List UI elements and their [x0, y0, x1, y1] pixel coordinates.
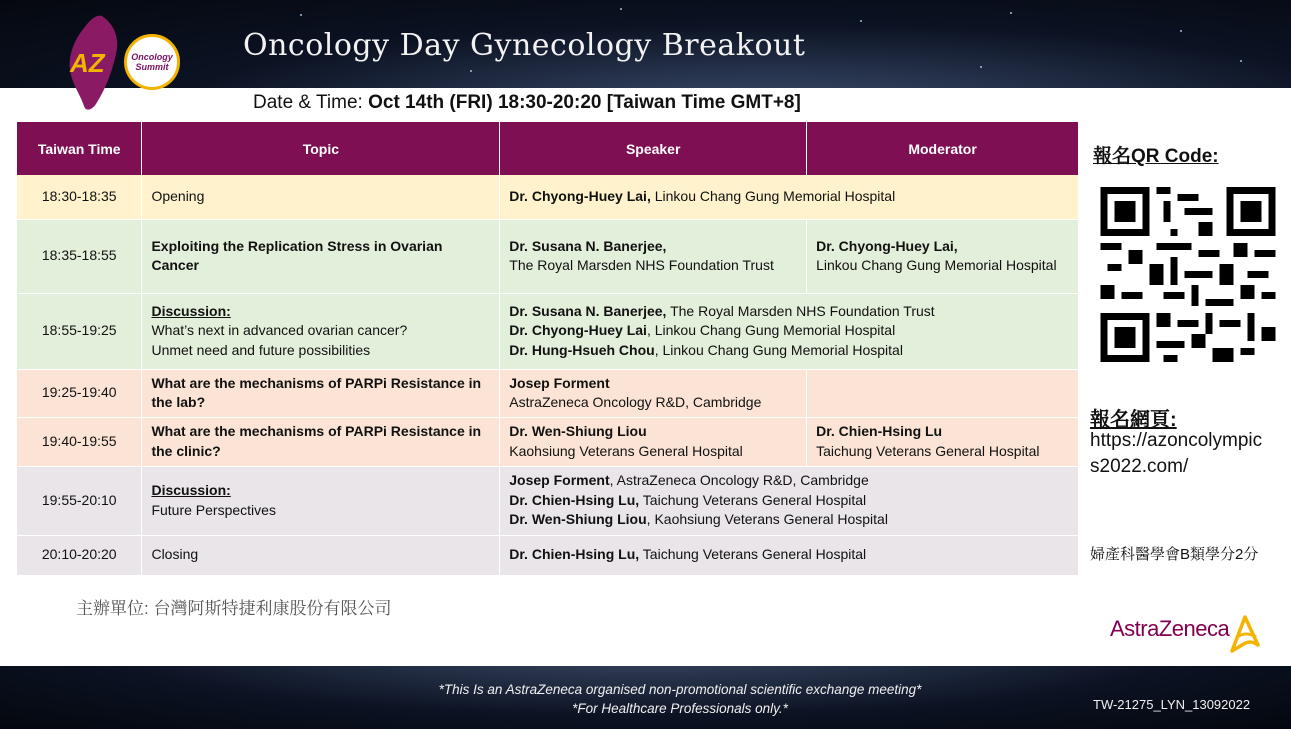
page-title: Oncology Day Gynecology Breakout: [243, 28, 806, 63]
row-speaker: [500, 175, 1079, 219]
astrazeneca-mark-icon: [1228, 615, 1262, 653]
star-decoration: [470, 70, 472, 72]
speaker-affiliation: The Royal Marsden NHS Foundation Trust: [509, 257, 774, 273]
speaker-line: [509, 510, 1069, 530]
qr-code-icon[interactable]: [1090, 187, 1286, 362]
speaker-affiliation: , AstraZeneca Oncology R&D, Cambridge: [609, 472, 869, 489]
oncology-summit-logo: [52, 10, 180, 114]
row-time: 18:55-19:25: [17, 293, 142, 369]
date-time-label: Date & Time:: [253, 92, 369, 113]
document-code: TW-21275_LYN_13092022: [1093, 697, 1251, 712]
speaker-affiliation: Taichung Veterans General Hospital: [639, 546, 867, 563]
speaker-name: Dr. Chien-Hsing Lu,: [509, 491, 640, 508]
row-topic: What are the mechanisms of PARPi Resistance in the clinic?: [142, 417, 500, 466]
speaker-line: [509, 321, 1069, 341]
row-speaker: [500, 466, 1079, 535]
row-speaker: [500, 219, 807, 293]
row-speaker: [500, 293, 1079, 369]
row-moderator: [807, 219, 1079, 293]
table-row: [17, 293, 1079, 369]
moderator-name: Dr. Chyong-Huey Lai,: [816, 237, 958, 254]
header-time: Taiwan Time: [17, 122, 142, 175]
logo-az-text: AZ: [70, 48, 105, 78]
moderator-name: Dr. Chien-Hsing Lu: [816, 423, 943, 439]
row-speaker: [500, 535, 1079, 575]
speaker-line: [509, 302, 1069, 322]
table-row: [17, 466, 1079, 535]
row-topic: What are the mechanisms of PARPi Resistance in the lab?: [142, 369, 500, 417]
top-banner: [0, 0, 1291, 88]
speaker-line: [509, 491, 1069, 511]
header-topic: Topic: [142, 122, 500, 175]
row-time: 18:35-18:55: [17, 219, 142, 293]
footer-audience-note: *For Healthcare Professionals only.*: [572, 701, 788, 716]
topic-line: Future Perspectives: [151, 501, 276, 518]
speaker-name: Dr. Wen-Shiung Liou: [509, 423, 647, 439]
star-decoration: [1180, 30, 1182, 32]
speaker-affiliation: , Linkou Chang Gung Memorial Hospital: [654, 341, 903, 358]
header-speaker: Speaker: [500, 122, 807, 175]
speaker-line: [509, 341, 1069, 361]
star-decoration: [980, 66, 982, 68]
speaker-name: Dr. Wen-Shiung Liou: [509, 511, 647, 528]
speaker-name: Dr. Chyong-Huey Lai,: [509, 188, 651, 204]
topic-line: What’s next in advanced ovarian cancer?: [151, 322, 408, 339]
footer-banner: [0, 666, 1291, 729]
footer-disclaimer: *This Is an AstraZeneca organised non-promotional scientific exchange meeting*: [438, 682, 922, 697]
moderator-affiliation: Linkou Chang Gung Memorial Hospital: [816, 257, 1057, 273]
star-decoration: [1240, 60, 1242, 62]
credit-note: 婦產科醫學會B類學分2分: [1090, 546, 1259, 563]
row-topic: Opening: [142, 175, 500, 219]
row-speaker: [500, 417, 807, 466]
header-moderator: Moderator: [807, 122, 1079, 175]
row-topic: Closing: [142, 535, 500, 575]
star-decoration: [620, 8, 622, 10]
topic-heading: Discussion:: [151, 482, 231, 498]
table-row: [17, 175, 1079, 219]
row-time: 19:40-19:55: [17, 417, 142, 466]
row-time: 19:55-20:10: [17, 466, 142, 535]
row-time: 18:30-18:35: [17, 175, 142, 219]
table-row: [17, 369, 1079, 417]
speaker-affiliation: Taichung Veterans General Hospital: [639, 491, 867, 508]
star-decoration: [300, 14, 302, 16]
speaker-affiliation: Kaohsiung Veterans General Hospital: [509, 442, 743, 459]
speaker-name: Josep Forment: [509, 374, 610, 391]
date-time-value: Oct 14th (FRI) 18:30-20:20 [Taiwan Time GMT+8]: [368, 92, 801, 113]
speaker-name: Dr. Chyong-Huey Lai: [509, 322, 647, 339]
registration-web-title: 報名網頁:: [1090, 409, 1177, 431]
table-header-row: [17, 122, 1079, 175]
table-row: [17, 219, 1079, 293]
logo-ring: [124, 34, 180, 90]
date-time: [253, 92, 801, 114]
speaker-line: [509, 471, 1069, 491]
speaker-name: Josep Forment: [509, 472, 610, 489]
moderator-affiliation: Taichung Veterans General Hospital: [816, 442, 1040, 459]
speaker-name: Dr. Hung-Hsueh Chou: [509, 341, 655, 358]
table-row: [17, 535, 1079, 575]
speaker-affiliation: , Kaohsiung Veterans General Hospital: [646, 511, 888, 528]
speaker-affiliation: The Royal Marsden NHS Foundation Trust: [666, 302, 935, 319]
row-time: 19:25-19:40: [17, 369, 142, 417]
table-row: [17, 417, 1079, 466]
speaker-affiliation: Linkou Chang Gung Memorial Hospital: [650, 188, 896, 204]
speaker-name: Dr. Susana N. Banerjee,: [509, 302, 667, 319]
row-topic: Exploiting the Replication Stress in Ovarian Cancer: [142, 219, 500, 293]
organizer-text: 主辦單位: 台灣阿斯特捷利康股份有限公司: [76, 599, 392, 618]
topic-heading: Discussion:: [151, 302, 231, 319]
row-topic: [142, 466, 500, 535]
row-moderator: [807, 417, 1079, 466]
speaker-affiliation: AstraZeneca Oncology R&D, Cambridge: [509, 394, 762, 410]
astrazeneca-logo: AstraZeneca: [1110, 616, 1230, 641]
registration-link[interactable]: https://azoncolympics2022.com/: [1090, 430, 1263, 477]
speaker-name: Dr. Susana N. Banerjee,: [509, 237, 667, 254]
topic-line: Unmet need and future possibilities: [151, 341, 371, 358]
logo-text-line1: Oncology: [131, 52, 173, 62]
star-decoration: [1010, 12, 1012, 14]
star-decoration: [860, 20, 862, 22]
row-speaker: [500, 369, 807, 417]
qr-title: 報名QR Code:: [1093, 146, 1219, 167]
schedule-table: [17, 122, 1079, 576]
row-time: 20:10-20:20: [17, 535, 142, 575]
speaker-affiliation: , Linkou Chang Gung Memorial Hospital: [646, 322, 896, 339]
speaker-name: Dr. Chien-Hsing Lu,: [509, 546, 640, 563]
logo-text-line2: Summit: [135, 62, 169, 72]
row-topic: [142, 293, 500, 369]
row-moderator: [807, 369, 1079, 417]
